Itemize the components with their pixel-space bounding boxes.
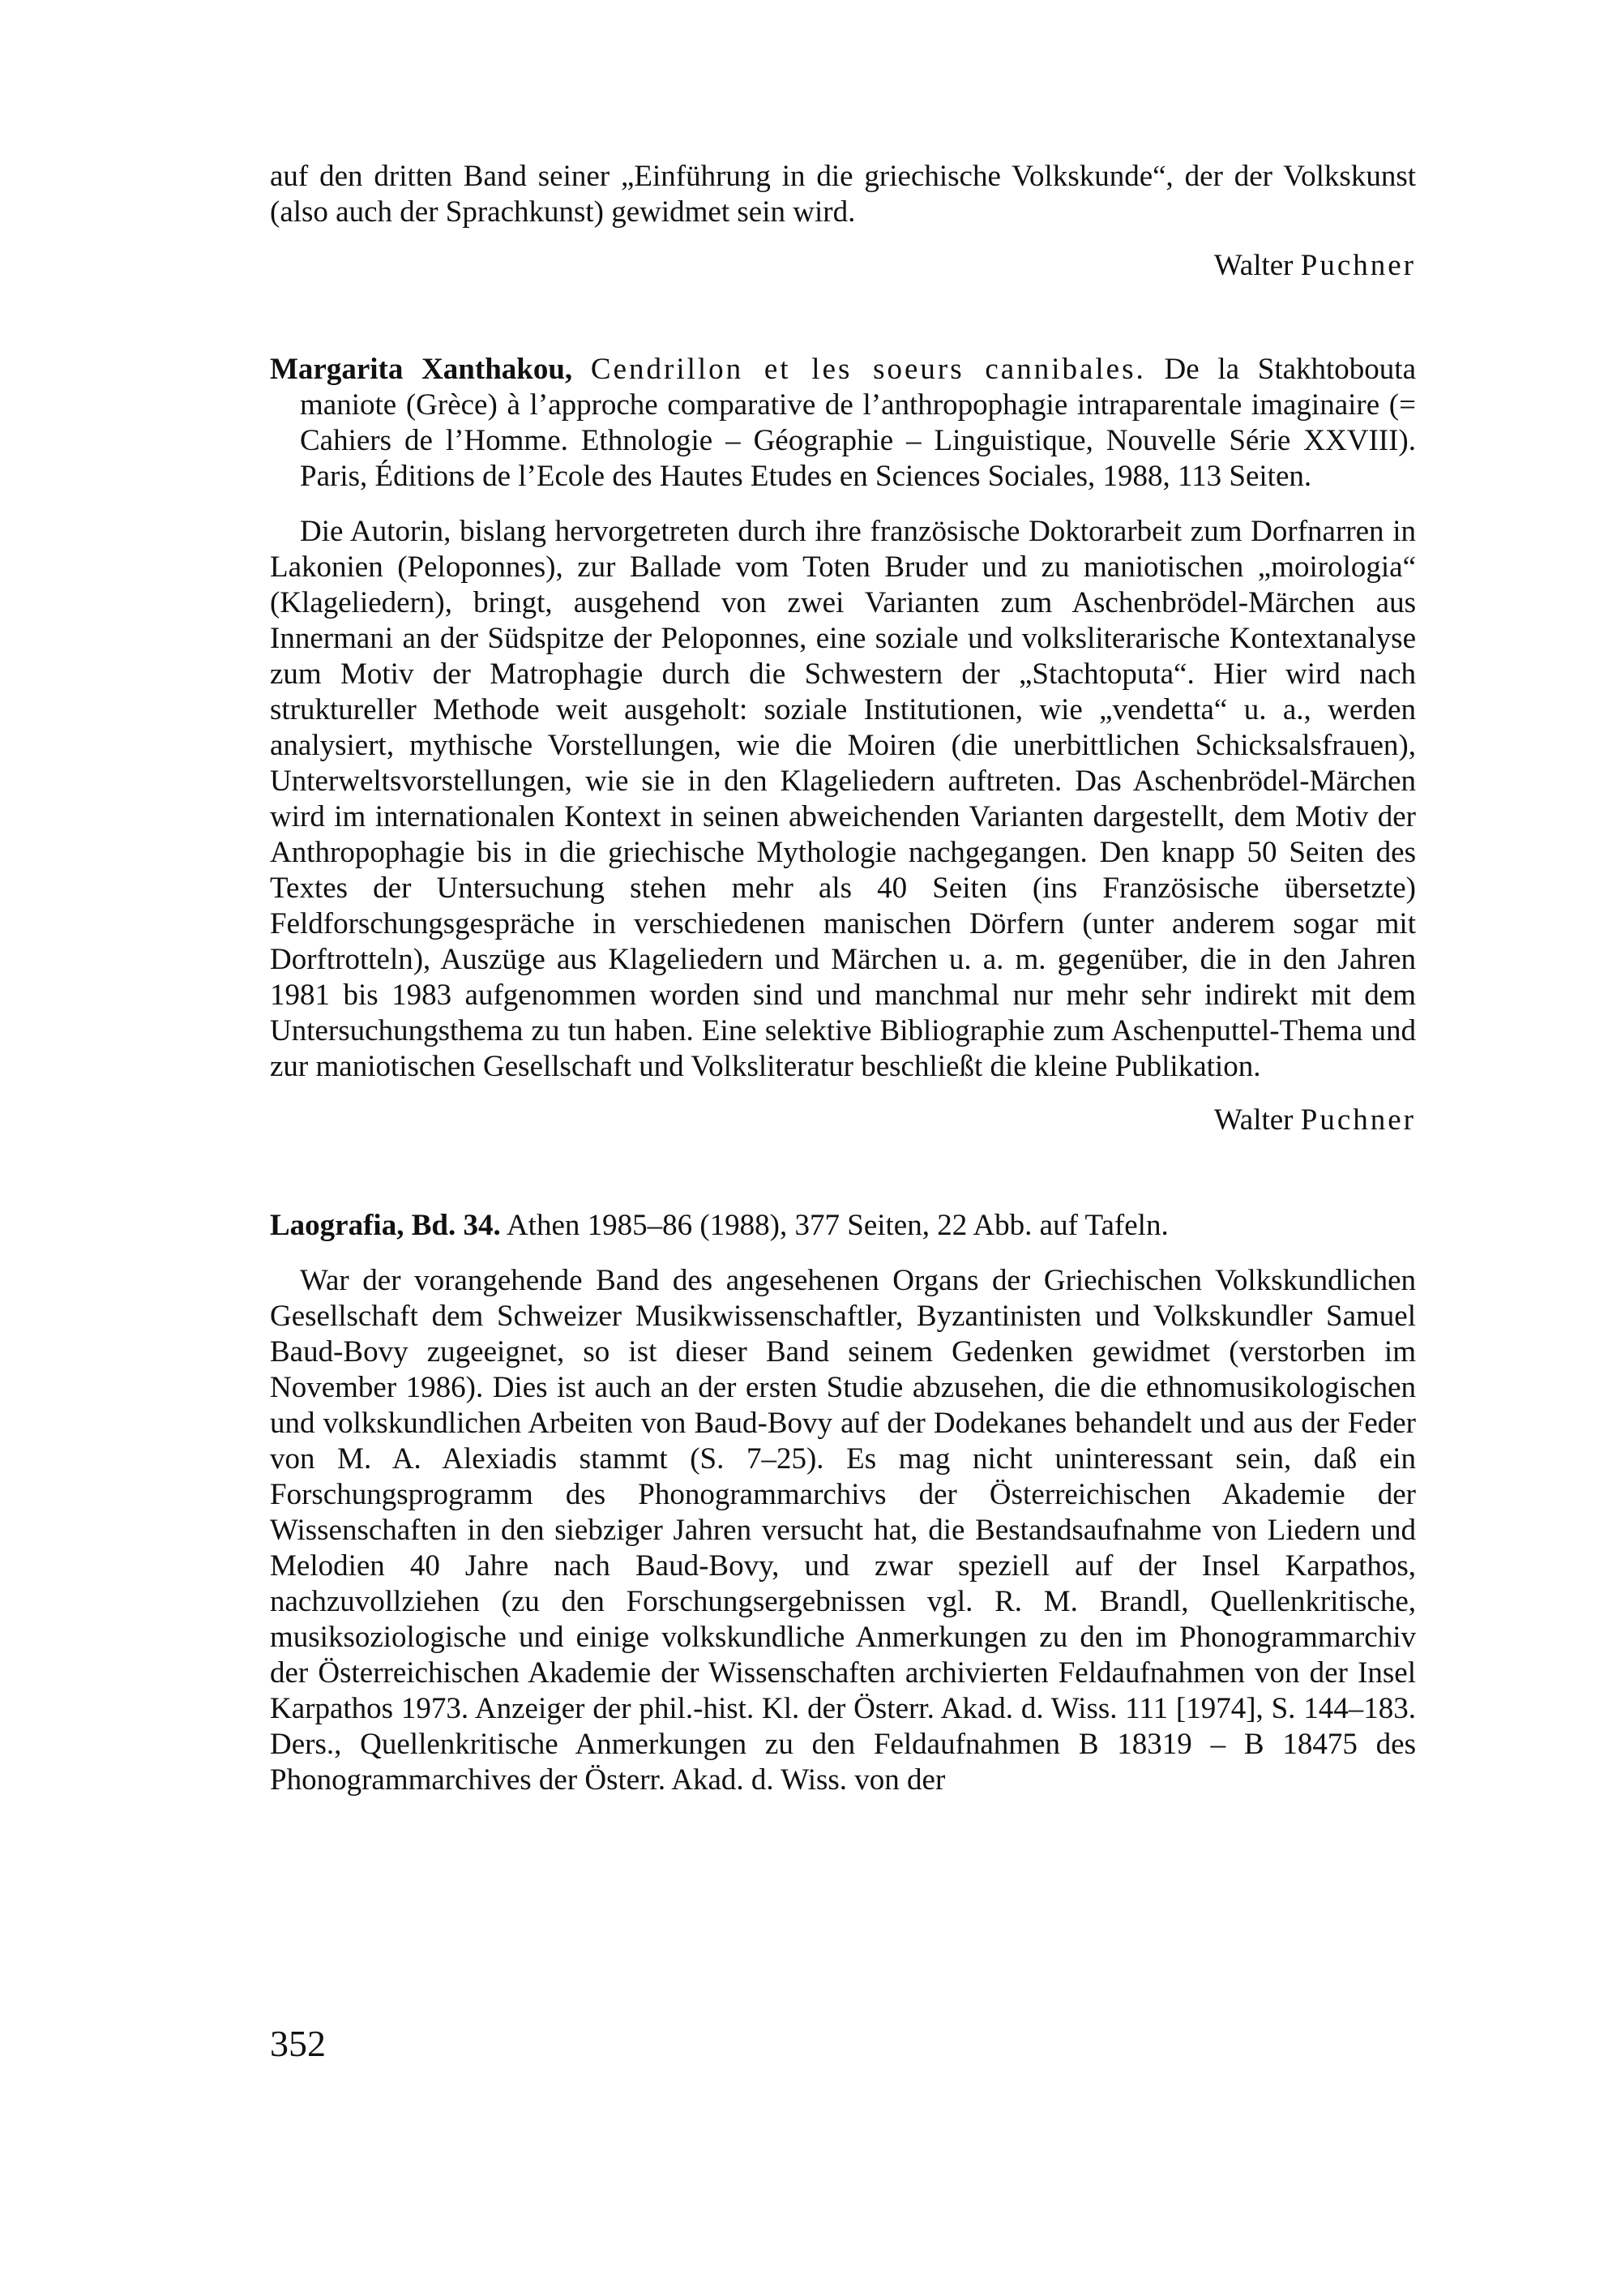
review-citation-details: Athen 1985–86 (1988), 377 Seiten, 22 Abb. auf Tafeln. — [506, 1209, 1169, 1242]
review-author: Margarita Xanthakou, — [270, 353, 573, 386]
review-journal-title: Laografia, Bd. 34. — [270, 1209, 501, 1242]
signature-last-name: Puchner — [1300, 249, 1416, 282]
page-number: 352 — [270, 2023, 326, 2064]
review-book-title: Cendrillon et les soeurs cannibales. — [590, 353, 1146, 386]
signature-first-name: Walter — [1213, 1103, 1294, 1137]
reviewer-signature — [270, 1103, 1416, 1138]
review-citation — [270, 1208, 1416, 1244]
review-citation-details: De la Stakhtobouta maniote (Grèce) à l’approche comparative de l’anthropophagie intraparentale imaginaire (= Cahiers de l’Homme. Ethnologie – Géographie – Linguistique, Nouvelle Série XXVIII). Paris, Éditions de l’Ecole des Hautes Etudes en Sciences Sociales, 1988, 113 Seiten. — [300, 353, 1417, 493]
review-body: War der vorangehende Band des angesehenen Organs der Griechischen Volkskundlichen Gesellschaft dem Schweizer Musikwissenschaftler, Byzantinisten und Volkskundler Samuel Baud-Bovy zugeeignet, so ist dieser Band seinem Gedenken gewidmet (verstorben im November 1986). Dies ist auch an der ersten Studie abzusehen, die die ethnomusikologischen und volkskundlichen Arbeiten von Baud-Bovy auf der Dodekanes behandelt und aus der Feder von M. A. Alexiadis stammt (S. 7–25). Es mag nicht uninteressant sein, daß ein Forschungsprogramm des Phonogrammarchivs der Österreichischen Akademie der Wissenschaften in den siebziger Jahren versucht hat, die Bestandsaufnahme von Liedern und Melodien 40 Jahre nach Baud-Bovy, und zwar speziell auf der Insel Karpathos, nachzuvollziehen (zu den Forschungsergebnissen vgl. R. M. Brandl, Quellenkritische, musiksoziologische und einige volkskundliche Anmerkungen zu den im Phonogrammarchiv der Österreichischen Akademie der Wissenschaften archivierten Feldaufnahmen von der Insel Karpathos 1973. Anzeiger der phil.-hist. Kl. der Österr. Akad. d. Wiss. 111 [1974], S. 144–183. Ders., Quellenkritische Anmerkungen zu den Feldaufnahmen B 18319 – B 18475 des Phonogrammarchives der Österr. Akad. d. Wiss. von der — [270, 1264, 1416, 1797]
review-body: Die Autorin, bislang hervorgetreten durch ihre französische Doktorarbeit zum Dorfnarren in Lakonien (Peloponnes), zur Ballade vom Toten Bruder und zu maniotischen „moirologia“ (Klageliedern), bringt, ausgehend von zwei Varianten zum Aschenbrödel-Märchen aus Innermani an der Südspitze der Peloponnes, eine soziale und volksliterarische Kontextanalyse zum Motiv der Matrophagie durch die Schwestern der „Stachtoputa“. Hier wird nach struktureller Methode weit ausgeholt: soziale Institutionen, wie „vendetta“ u. a., werden analysiert, mythische Vorstellungen, wie die Moiren (die unerbittlichen Schicksalsfrauen), Unterweltsvorstellungen, wie sie in den Klageliedern auftreten. Das Aschenbrödel-Märchen wird im internationalen Kontext in seinen abweichenden Varianten dargestellt, dem Motiv der Anthropophagie bis in die griechische Mythologie nachgegangen. Den knapp 50 Seiten des Textes der Untersuchung stehen mehr als 40 Seiten (ins Französische übersetzte) Feldforschungsgespräche in verschiedenen manischen Dörfern (unter anderem sogar mit Dorftrotteln), Auszüge aus Klageliedern und Märchen u. a. m. gegenüber, die in den Jahren 1981 bis 1983 aufgenommen worden sind und manchmal nur mehr sehr indirekt mit dem Untersuchungsthema zu tun haben. Eine selektive Bibliographie zum Aschenputtel-Thema und zur maniotischen Gesellschaft und Volksliteratur beschließt die kleine Publikation. — [270, 515, 1416, 1083]
review-citation — [270, 352, 1416, 495]
signature-last-name: Puchner — [1300, 1103, 1416, 1137]
continuation-paragraph: auf den dritten Band seiner „Einführung in die griechische Volkskunde“, der der Volkskunst (also auch der Sprachkunst) gewidmet sein wird. — [270, 160, 1416, 229]
page-body — [270, 159, 1416, 1798]
signature-first-name: Walter — [1213, 249, 1294, 282]
reviewer-signature — [270, 248, 1416, 284]
